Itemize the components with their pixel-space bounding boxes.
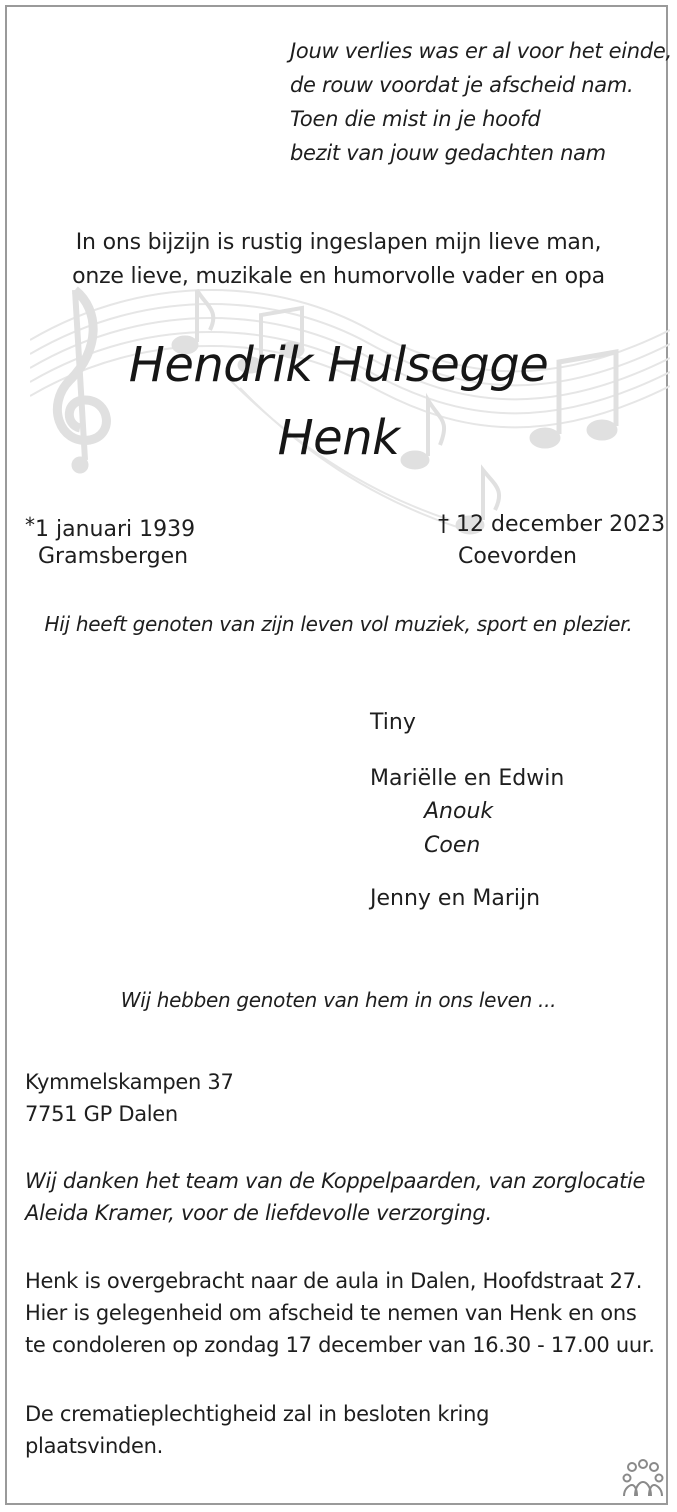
closing-line: Wij hebben genoten van hem in ons leven ... — [120, 988, 557, 1012]
death-symbol: † — [438, 512, 449, 537]
poem-line: Jouw verlies was er al voor het einde, — [290, 39, 672, 63]
death-place: Coevorden — [458, 544, 577, 569]
address-street: Kymmelskampen 37 — [25, 1070, 234, 1094]
thanks-line: Wij danken het team van de Koppelpaarden, van zorglocatie — [25, 1169, 646, 1193]
viewing-info — [25, 1265, 655, 1361]
tagline: Hij heeft genoten van zijn leven vol muziek, sport en plezier. — [44, 612, 633, 636]
poem — [290, 34, 672, 170]
address — [25, 1066, 234, 1130]
thanks-line: Aleida Kramer, voor de liefdevolle verzorging. — [25, 1201, 492, 1225]
music-staff-decoration — [30, 270, 670, 540]
poem-line: Toen die mist in je hoofd — [290, 107, 541, 131]
family-child: Jenny en Marijn — [370, 886, 541, 911]
deceased-nickname: Henk — [277, 410, 400, 466]
death-info — [438, 508, 665, 542]
family-spouse: Tiny — [370, 710, 416, 735]
poem-line: de rouw voordat je afscheid nam. — [290, 73, 634, 97]
viewing-line: te condoleren op zondag 17 december van 16.30 - 17.00 uur. — [25, 1333, 655, 1357]
cremation-line: plaatsvinden. — [25, 1434, 163, 1458]
viewing-line: Henk is overgebracht naar de aula in Dalen, Hoofdstraat 27. — [25, 1269, 643, 1293]
birth-date: 1 januari 1939 — [35, 517, 196, 542]
deceased-full-name: Hendrik Hulsegge — [128, 337, 549, 393]
thanks-text — [25, 1165, 645, 1229]
family-grandchild: Coen — [424, 833, 481, 858]
address-city: 7751 GP Dalen — [25, 1102, 178, 1126]
intro-line: onze lieve, muzikale en humorvolle vader en opa — [72, 264, 605, 289]
birth-symbol: * — [25, 513, 35, 537]
announcement-intro — [0, 226, 677, 294]
cremation-line: De crematieplechtigheid zal in besloten kring — [25, 1402, 490, 1426]
viewing-line: Hier is gelegenheid om afscheid te nemen van Henk en ons — [25, 1301, 637, 1325]
family-child: Mariëlle en Edwin — [370, 766, 565, 791]
poem-line: bezit van jouw gedachten nam — [290, 141, 606, 165]
death-date: 12 december 2023 — [456, 512, 666, 537]
family-grandchild: Anouk — [424, 799, 494, 824]
cremation-info — [25, 1398, 489, 1462]
people-group-icon — [620, 1458, 666, 1500]
intro-line: In ons bijzijn is rustig ingeslapen mijn lieve man, — [75, 230, 602, 255]
birth-place: Gramsbergen — [38, 544, 189, 569]
